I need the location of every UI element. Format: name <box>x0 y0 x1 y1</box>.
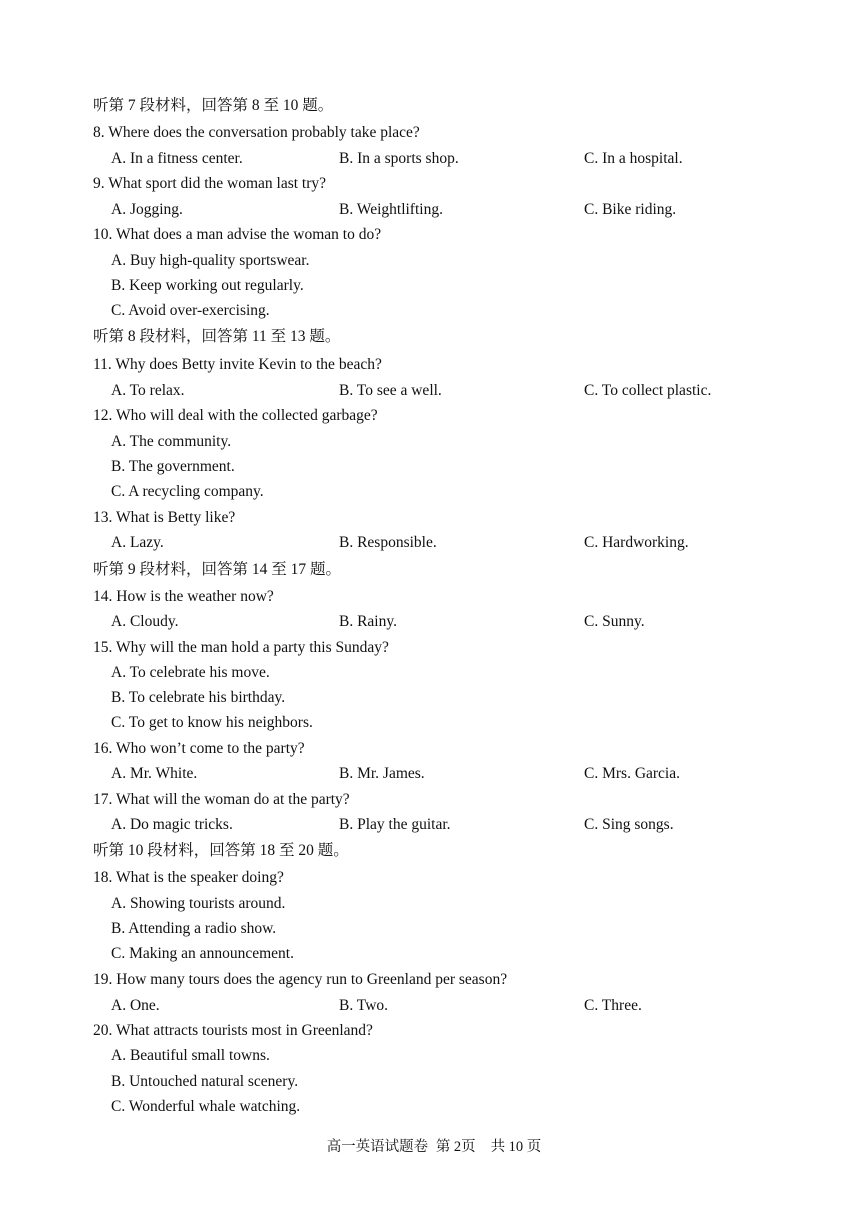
question-9: 9. What sport did the woman last try? <box>93 175 327 192</box>
option-c: C. Hardworking. <box>584 534 689 551</box>
option-c: C. Avoid over-exercising. <box>111 302 270 319</box>
option-b: B. Weightlifting. <box>339 201 443 218</box>
option-a: A. Do magic tricks. <box>111 816 233 833</box>
options-row <box>0 147 868 171</box>
section-heading: 听第 10 段材料，回答第 18 至 20 题。 <box>93 842 349 859</box>
option-b-row <box>0 917 868 941</box>
section-heading: 听第 8 段材料，回答第 11 至 13 题。 <box>93 328 341 345</box>
option-a: A. Cloudy. <box>111 613 179 630</box>
option-b: B. In a sports shop. <box>339 150 459 167</box>
footer-total-pages: 共 10 页 <box>490 1139 542 1155</box>
option-a: A. Mr. White. <box>111 765 198 782</box>
option-b-row <box>0 455 868 479</box>
option-a-row <box>0 892 868 916</box>
option-a-row <box>0 430 868 454</box>
question-11: 11. Why does Betty invite Kevin to the beach? <box>93 356 382 373</box>
option-a-row <box>0 1044 868 1068</box>
option-b: B. Attending a radio show. <box>111 920 277 937</box>
question-15: 15. Why will the man hold a party this Sunday? <box>93 639 389 656</box>
question-10: 10. What does a man advise the woman to do? <box>93 226 382 243</box>
question-19: 19. How many tours does the agency run to Greenland per season? <box>93 971 508 988</box>
option-b: B. Rainy. <box>339 613 397 630</box>
section-heading: 听第 7 段材料，回答第 8 至 10 题。 <box>93 97 334 114</box>
footer-title: 高一英语试题卷 <box>326 1139 429 1155</box>
options-row <box>0 198 868 222</box>
option-c: C. Bike riding. <box>584 201 677 218</box>
option-a-row <box>0 249 868 273</box>
option-b: B. The government. <box>111 458 235 475</box>
option-b-row <box>0 686 868 710</box>
option-c: C. Three. <box>584 997 642 1014</box>
option-b-row <box>0 1070 868 1094</box>
options-row <box>0 379 868 403</box>
question-20: 20. What attracts tourists most in Greenland? <box>93 1022 373 1039</box>
option-c: C. To collect plastic. <box>584 382 712 399</box>
option-a: A. One. <box>111 997 160 1014</box>
option-a: A. The community. <box>111 433 232 450</box>
option-c: C. In a hospital. <box>584 150 683 167</box>
question-12: 12. Who will deal with the collected garbage? <box>93 407 378 424</box>
option-b: B. Mr. James. <box>339 765 425 782</box>
question-14: 14. How is the weather now? <box>93 588 274 605</box>
options-row <box>0 994 868 1018</box>
question-17: 17. What will the woman do at the party? <box>93 791 350 808</box>
option-c: C. Sunny. <box>584 613 645 630</box>
option-b: B. Two. <box>339 997 389 1014</box>
option-b: B. To see a well. <box>339 382 442 399</box>
options-row <box>0 531 868 555</box>
option-b: B. To celebrate his birthday. <box>111 689 286 706</box>
options-row <box>0 813 868 837</box>
question-13: 13. What is Betty like? <box>93 509 236 526</box>
option-b: B. Play the guitar. <box>339 816 451 833</box>
option-a: A. Jogging. <box>111 201 183 218</box>
option-c: C. To get to know his neighbors. <box>111 714 313 731</box>
option-c: C. Wonderful whale watching. <box>111 1098 301 1115</box>
option-b: B. Keep working out regularly. <box>111 277 304 294</box>
option-a-row <box>0 661 868 685</box>
options-row <box>0 762 868 786</box>
option-c: C. Sing songs. <box>584 816 674 833</box>
page-footer <box>0 1136 868 1158</box>
section-heading: 听第 9 段材料，回答第 14 至 17 题。 <box>93 561 342 578</box>
option-c-row <box>0 1095 868 1119</box>
question-18: 18. What is the speaker doing? <box>93 869 284 886</box>
option-c-row <box>0 711 868 735</box>
option-c: C. Mrs. Garcia. <box>584 765 680 782</box>
option-b-row <box>0 274 868 298</box>
options-row <box>0 610 868 634</box>
option-b: B. Untouched natural scenery. <box>111 1073 299 1090</box>
option-a: A. Showing tourists around. <box>111 895 286 912</box>
option-a: A. Lazy. <box>111 534 164 551</box>
option-c-row <box>0 480 868 504</box>
question-16: 16. Who won’t come to the party? <box>93 740 305 757</box>
option-b: B. Responsible. <box>339 534 437 551</box>
option-c-row <box>0 299 868 323</box>
option-a: A. To relax. <box>111 382 185 399</box>
footer-page-number: 第 2页 <box>435 1139 476 1155</box>
option-c-row <box>0 942 868 966</box>
option-c: C. A recycling company. <box>111 483 264 500</box>
option-a: A. Buy high-quality sportswear. <box>111 252 310 269</box>
option-a: A. To celebrate his move. <box>111 664 270 681</box>
option-a: A. Beautiful small towns. <box>111 1047 270 1064</box>
option-a: A. In a fitness center. <box>111 150 243 167</box>
option-c: C. Making an announcement. <box>111 945 294 962</box>
question-8: 8. Where does the conversation probably take place? <box>93 124 420 141</box>
